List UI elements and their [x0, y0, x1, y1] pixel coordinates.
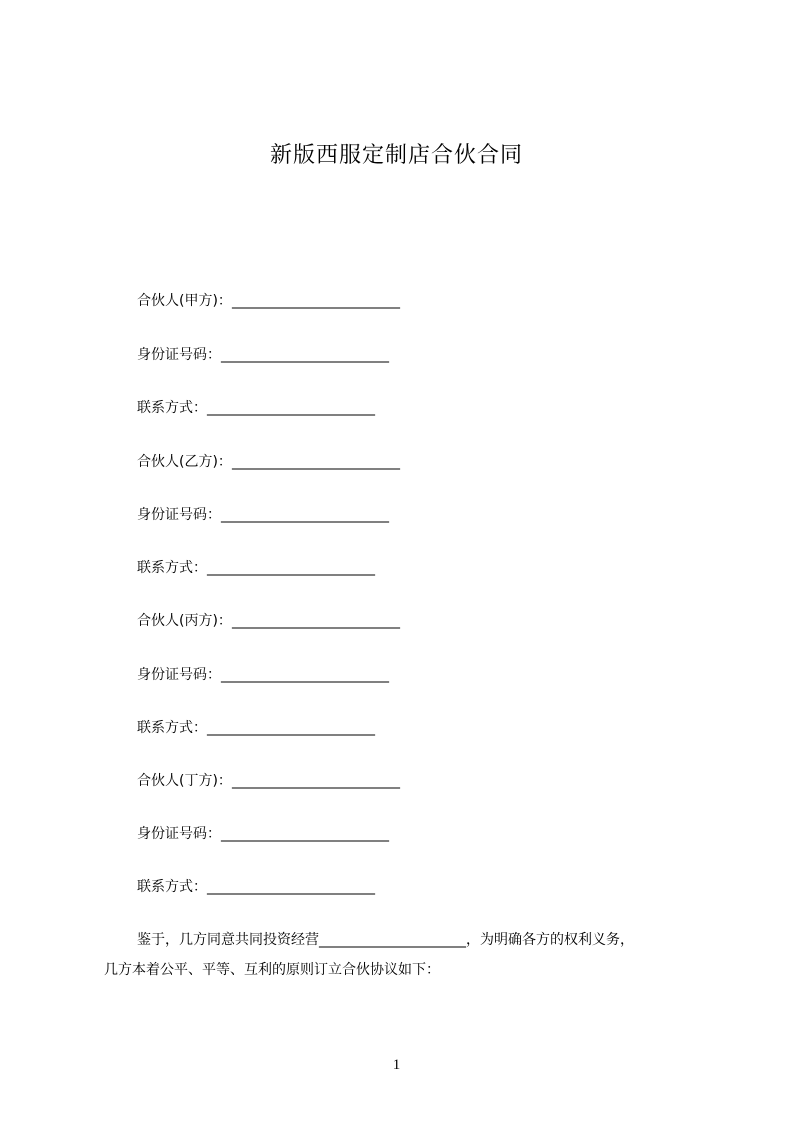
field-label: 身份证号码：: [137, 507, 221, 523]
party-b-id-field: [137, 505, 389, 525]
field-label: 联系方式：: [137, 720, 207, 736]
party-c-contact-field: [137, 718, 375, 738]
fill-in-blank: ________________________: [207, 400, 375, 416]
preamble-line-1: 鉴于，几方同意共同投资经营_____________________，为明确各方的权利义务，: [137, 932, 634, 948]
party-a-contact-field: [137, 398, 375, 418]
party-a-name-field: [137, 291, 400, 311]
party-d-id-field: [137, 824, 389, 844]
fill-in-blank: ________________________: [221, 667, 389, 683]
field-label: 联系方式：: [137, 560, 207, 576]
field-label: 合伙人(丙方)：: [137, 613, 232, 629]
field-label: 身份证号码：: [137, 347, 221, 363]
field-label: 合伙人(乙方)：: [137, 454, 232, 470]
field-label: 身份证号码：: [137, 667, 221, 683]
field-label: 身份证号码：: [137, 826, 221, 842]
fill-in-blank: ________________________: [231, 613, 400, 629]
preamble-line-2: 几方本着公平、平等、互利的原则订立合伙协议如下：: [104, 962, 440, 978]
party-b-name-field: [137, 452, 400, 472]
party-c-id-field: [137, 665, 389, 685]
field-label: 合伙人(甲方)：: [137, 293, 232, 309]
fill-in-blank: ________________________: [221, 826, 389, 842]
fill-in-blank: ________________________: [207, 879, 375, 895]
party-b-contact-field: [137, 558, 375, 578]
fill-in-blank: ________________________: [221, 347, 389, 363]
field-label: 联系方式：: [137, 400, 207, 416]
field-label: 合伙人(丁方)：: [137, 773, 232, 789]
fill-in-blank: ________________________: [231, 773, 400, 789]
field-label: 联系方式：: [137, 879, 207, 895]
fill-in-blank: ________________________: [207, 560, 375, 576]
party-c-name-field: [137, 611, 400, 631]
party-d-name-field: [137, 771, 400, 791]
party-a-id-field: [137, 345, 389, 365]
fill-in-blank: ________________________: [231, 454, 400, 470]
party-d-contact-field: [137, 877, 375, 897]
fill-in-blank: ________________________: [221, 507, 389, 523]
page-number: 1: [392, 1057, 401, 1073]
fill-in-blank: ________________________: [231, 293, 400, 309]
fill-in-blank: ________________________: [207, 720, 375, 736]
document-title: 新版西服定制店合伙合同: [269, 143, 523, 168]
